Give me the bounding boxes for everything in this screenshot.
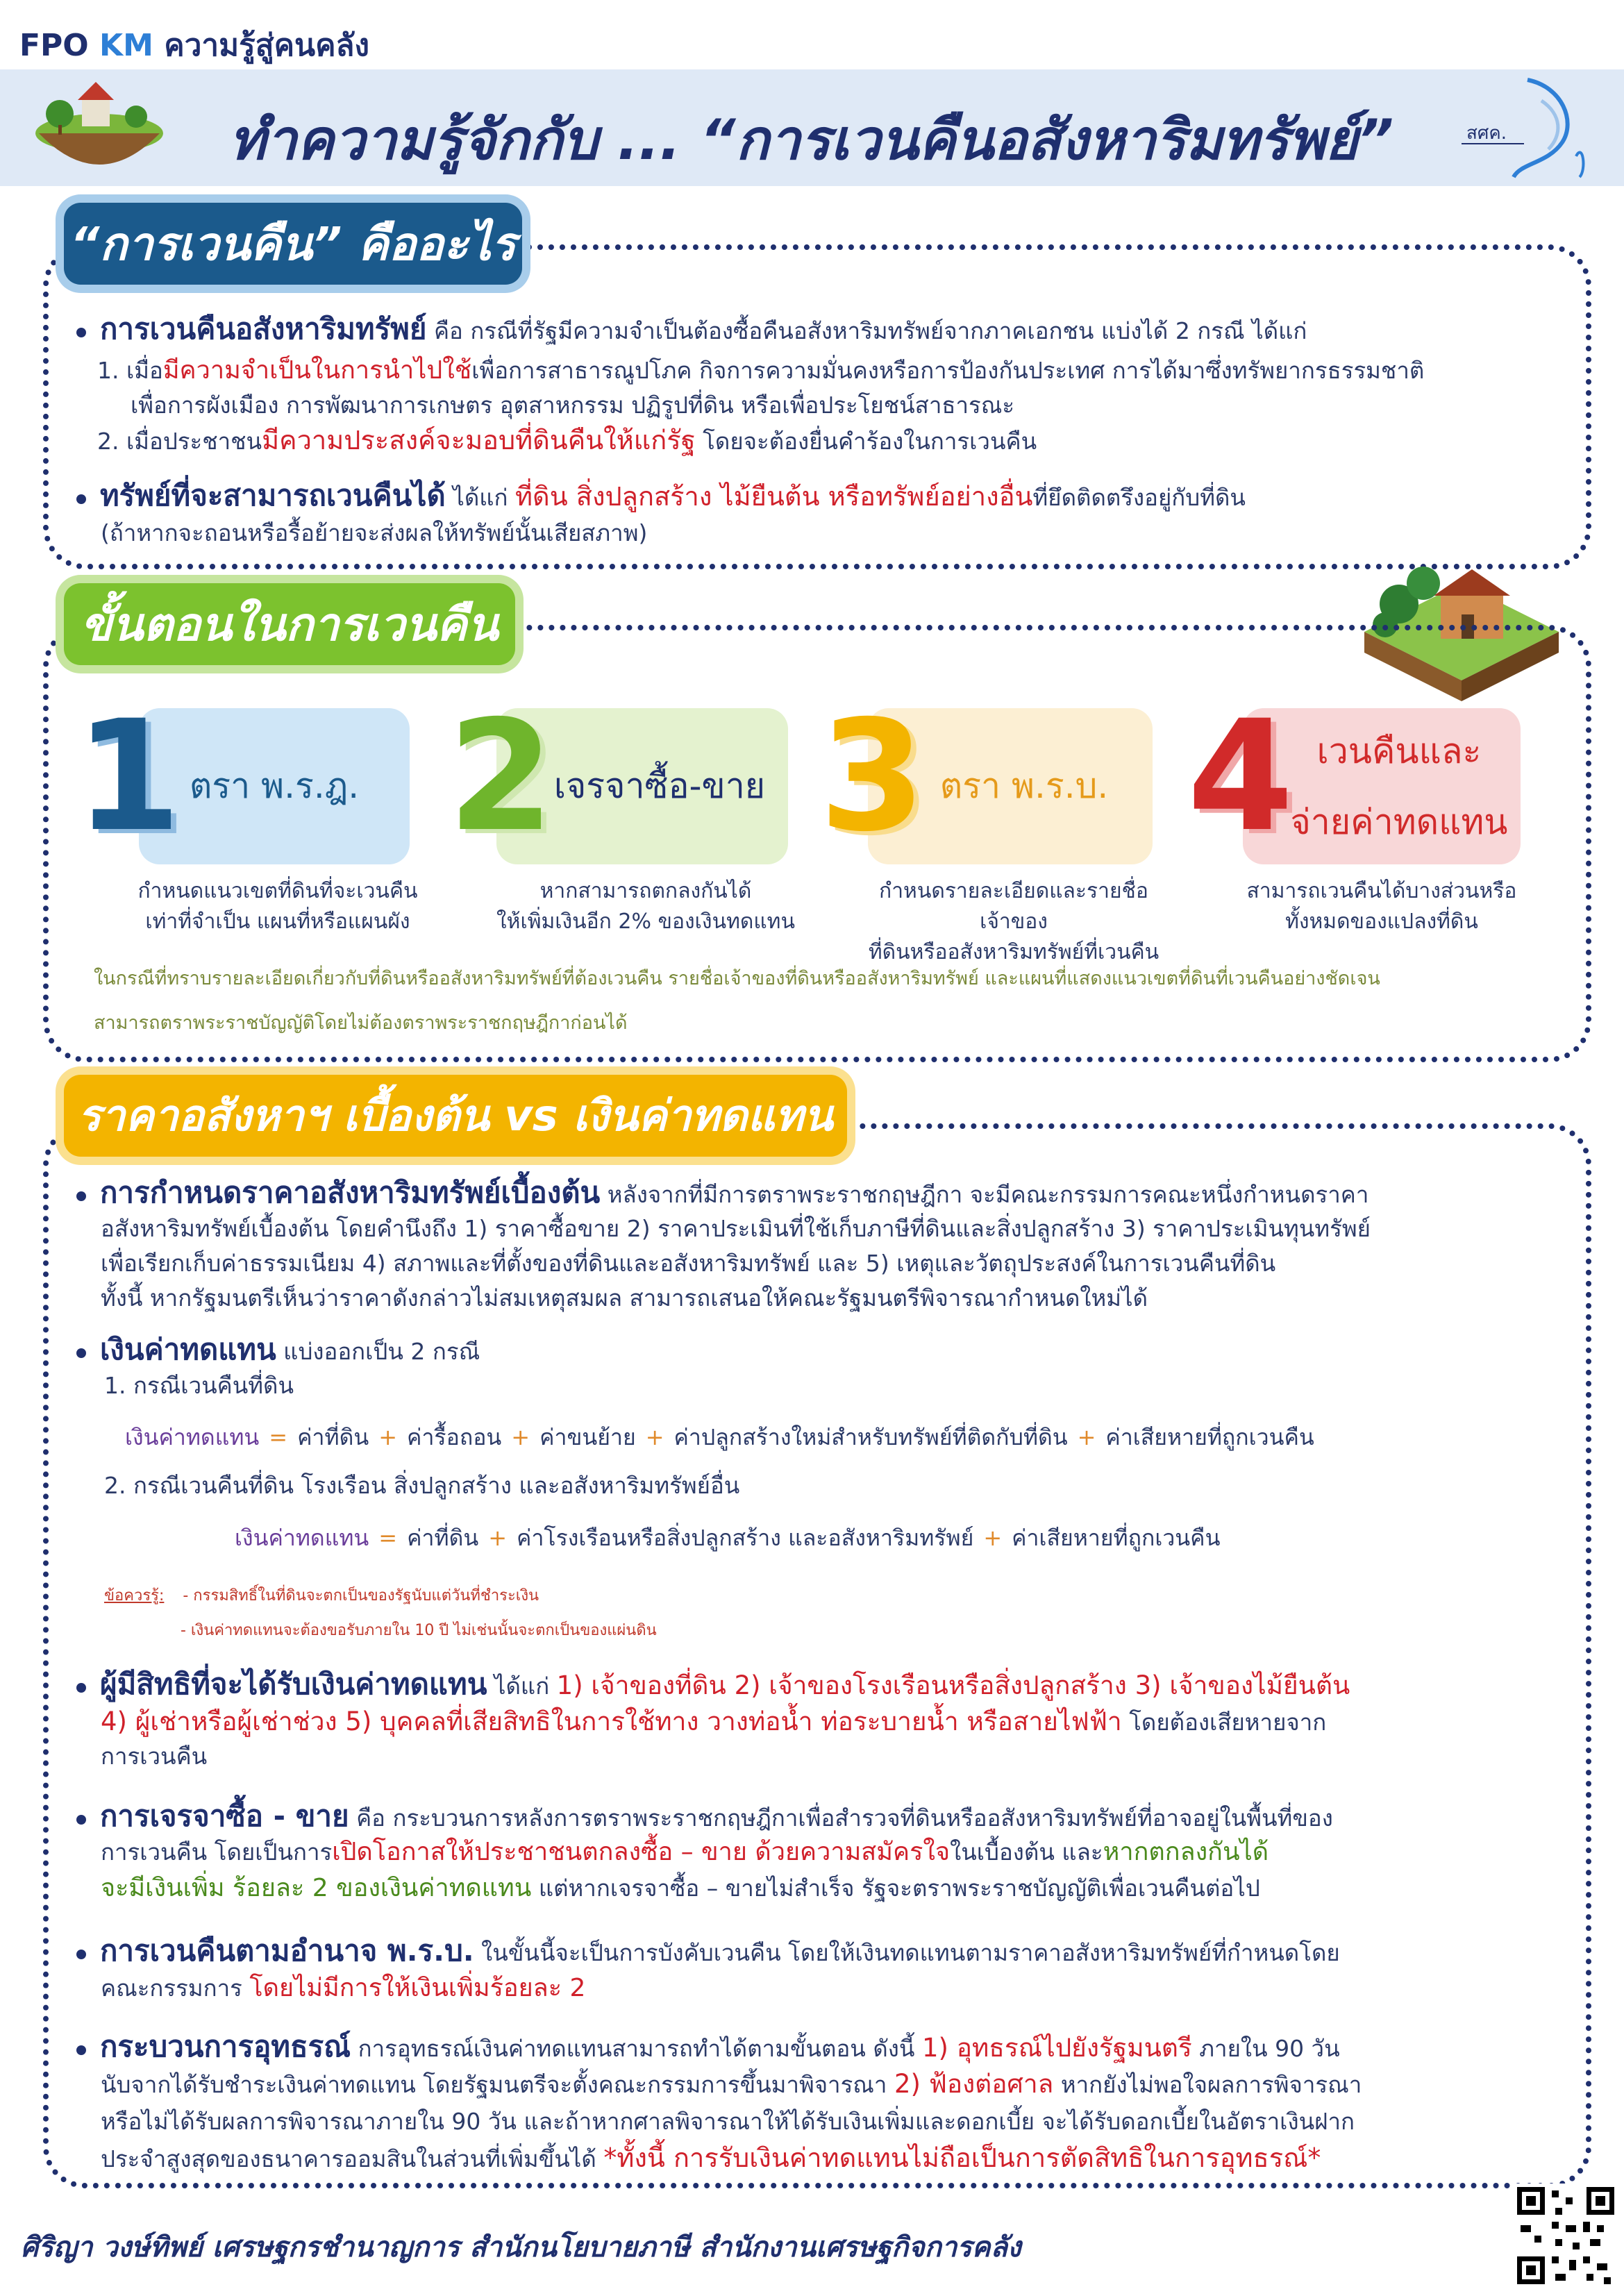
formula-case-1: เงินค่าทดแทน = ค่าที่ดิน + ค่ารื้อถอน + ค่าขนย้าย + ค่าปลูกสร้างใหม่สำหรับทรัพย์ที่ติดกับที่ดิน + ค่าเสียหายที่ถูกเวนคืน [125, 1424, 1314, 1450]
good-to-know-2: - เงินค่าทดแทนจะต้องขอรับภายใน 10 ปี ไม่เช่นนั้นจะตกเป็นของแผ่นดิน [181, 1622, 657, 1639]
bullet-negotiation: การเจรจาซื้อ - ขาย คือ กระบวนการหลังการตราพระราชกฤษฎีกาเพื่อสำรวจที่ดินหรืออสังหาริมทรัพย์ที่อาจอยู่ในพื้นที่ของ [76, 1798, 1569, 1836]
paragraph-line: จะมีเงินเพิ่ม ร้อยละ 2 ของเงินค่าทดแทน แต่หากเจรจาซื้อ – ขายไม่สำเร็จ รัฐจะตราพระราชบัญญัติเพื่อเวนคืนต่อไป [101, 1874, 1260, 1902]
bullet-dot [76, 494, 86, 504]
bullet-dot [76, 1815, 86, 1825]
paragraph-line: 4) ผู้เช่าหรือผู้เช่าช่วง 5) บุคคลที่เสียสิทธิในการใช้ทาง วางท่อน้ำ ท่อระบายน้ำ หรือสายไฟฟ้า โดยต้องเสียหายจาก [101, 1707, 1327, 1736]
formula-case-2: เงินค่าทดแทน = ค่าที่ดิน + ค่าโรงเรือนหรือสิ่งปลูกสร้าง และอสังหาริมทรัพย์ + ค่าเสียหายที่ถูกเวนคืน [235, 1525, 1221, 1551]
list-item: 2. เมื่อประชาชนมีความประสงค์จะมอบที่ดินคืนให้แก่รัฐ โดยจะต้องยื่นคำร้องในการเวนคืน [97, 425, 1037, 455]
bullet-eligible-property: ทรัพย์ที่จะสามารถเวนคืนได้ ได้แก่ ที่ดิน สิ่งปลูกสร้าง ไม้ยืนต้น หรือทรัพย์อย่างอื่นที่ยึดติดตรึงอยู่กับที่ดิน [76, 478, 1569, 516]
bullet-compensation: เงินค่าทดแทน แบ่งออกเป็น 2 กรณี [76, 1332, 1569, 1370]
qr-code-icon[interactable] [1514, 2184, 1618, 2288]
paragraph-line: การเวนคืน [101, 1743, 208, 1770]
case-2-label: 2. กรณีเวนคืนที่ดิน โรงเรือน สิ่งปลูกสร้าง และอสังหาริมทรัพย์อื่น [104, 1472, 740, 1499]
step-4-number: 4 [1187, 687, 1294, 865]
bullet-dot [76, 1348, 86, 1358]
paragraph-line: อสังหาริมทรัพย์เบื้องต้น โดยคำนึงถึง 1) ราคาซื้อขาย 2) ราคาประเมินที่ใช้เก็บภาษีที่ดินและสิ่งปลูกสร้าง 3) ราคาประเมินทุนทรัพย์ [101, 1215, 1371, 1242]
step-3-number: 3 [819, 687, 926, 865]
bullet-dot [76, 1191, 86, 1201]
list-item: 1. เมื่อมีความจำเป็นในการนำไปใช้เพื่อการสาธารณูปโภค กิจการความมั่นคงหรือการป้องกันประเทศ การได้มาซึ่งทรัพยากรธรรมชาติ [97, 356, 1425, 385]
step-1-card: ตรา พ.ร.ฎ. [139, 708, 410, 864]
step-2-number: 2 [448, 687, 555, 865]
step-4-description: สามารถเวนคืนได้บางส่วนหรือ ทั้งหมดของแปลงที่ดิน [1246, 879, 1517, 934]
section-steps-heading: ขั้นตอนในการเวนคืน [64, 583, 515, 665]
brand-fpo: FPO [19, 28, 89, 63]
bullet-dot [76, 1950, 86, 1959]
brand [19, 21, 369, 69]
bullet-forced-expropriation: การเวนคืนตามอำนาจ พ.ร.บ. ในขั้นนี้จะเป็นการบังคับเวนคืน โดยให้เงินทดแทนตามราคาอสังหาริมทรัพย์ที่กำหนดโดย [76, 1933, 1569, 1971]
step-4-card: เวนคืนและ จ่ายค่าทดแทน [1243, 708, 1521, 864]
paragraph-line: ประจำสูงสุดของธนาคารออมสินในส่วนที่เพิ่มขึ้นได้ *ทั้งนี้ การรับเงินค่าทดแทนไม่ถือเป็นการตัดสิทธิในการอุทธรณ์* [101, 2143, 1321, 2173]
page-title: ทำความรู้จักกับ ... “การเวนคืนอสังหาริมทรัพย์” [229, 108, 1394, 172]
paragraph-line: การเวนคืน โดยเป็นการเปิดโอกาสให้ประชาชนตกลงซื้อ – ขาย ด้วยความสมัครใจในเบื้องต้น และหากตกลงกันได้ [101, 1838, 1269, 1866]
bullet-note: (ถ้าหากจะถอนหรือรื้อย้ายจะส่งผลให้ทรัพย์นั้นเสียสภาพ) [101, 519, 648, 546]
step-2-description: หากสามารถตกลงกันได้ ให้เพิ่มเงินอีก 2% ของเงินทดแทน [496, 879, 795, 934]
paragraph-line: นับจากได้รับชำระเงินค่าทดแทน โดยรัฐมนตรีจะตั้งคณะกรรมการขึ้นมาพิจารณา 2) ฟ้องต่อศาล หากยังไม่พอใจผลการพิจารณา [101, 2069, 1362, 2099]
paragraph-line: เพื่อเรียกเก็บค่าธรรมเนียม 4) สภาพและที่ตั้งของที่ดินและอสังหาริมทรัพย์ และ 5) เหตุและวัตถุประสงค์ในการเวนคืนที่ดิน [101, 1250, 1276, 1277]
bullet-dot [76, 328, 86, 337]
bullet-expropriation-definition: การเวนคืนอสังหาริมทรัพย์ คือ กรณีที่รัฐมีความจำเป็นต้องซื้อคืนอสังหาริมทรัพย์จากภาคเอกชน แบ่งได้ 2 กรณี ได้แก่ [76, 311, 1569, 349]
step-1-description: กำหนดแนวเขตที่ดินที่จะเวนคืน เท่าที่จำเป็น แผนที่หรือแผนผัง [137, 879, 418, 934]
brand-km: KM [99, 28, 153, 63]
step-3-card: ตรา พ.ร.บ. [868, 708, 1153, 864]
bullet-eligible-recipients: ผู้มีสิทธิที่จะได้รับเงินค่าทดแทน ได้แก่ 1) เจ้าของที่ดิน 2) เจ้าของโรงเรือนหรือสิ่งปลูกสร้าง 3) เจ้าของไม้ยืนต้น [76, 1666, 1569, 1704]
floating-island-icon [26, 64, 172, 182]
bullet-appeal: กระบวนการอุทธรณ์ การอุทธรณ์เงินค่าทดแทนสามารถทำได้ตามขั้นตอน ดังนี้ 1) อุทธรณ์ไปยังรัฐมนตรี ภายใน 90 วัน [76, 2029, 1569, 2067]
steps-note: ในกรณีที่ทราบรายละเอียดเกี่ยวกับที่ดินหรืออสังหาริมทรัพย์ที่ต้องเวนคืน รายชื่อเจ้าของที่ดินหรืออสังหาริมทรัพย์ และแผนที่แสดงแนวเขตที่ดินที่เวนคืนอย่างชัดเจน สามารถตราพระราชบัญญัติโดยไม่ต้องตราพระราชกฤษฎีกาก่อนได้ [94, 968, 1380, 1034]
good-to-know-1: ข้อควรรู้: - กรรมสิทธิ์ในที่ดินจะตกเป็นของรัฐนับแต่วันที่ชำระเงิน [104, 1587, 539, 1604]
case-1-label: 1. กรณีเวนคืนที่ดิน [104, 1372, 294, 1399]
list-item: เพื่อการผังเมือง การพัฒนาการเกษตร อุตสาหกรรม ปฏิรูปที่ดิน หรือเพื่อประโยชน์สาธารณะ [131, 392, 1015, 419]
fpo-logo-icon [1458, 73, 1590, 184]
step-1-number: 1 [75, 687, 182, 865]
logo-text: สศค. [1466, 123, 1507, 144]
brand-tagline: ความรู้สู่คนคลัง [164, 28, 369, 63]
bullet-dot [76, 2045, 86, 2055]
paragraph-line: หรือไม่ได้รับผลการพิจารณาภายใน 90 วัน และถ้าหากศาลพิจารณาให้ได้รับเงินเพิ่มและดอกเบี้ย จะได้รับดอกเบี้ยในอัตราเงินฝาก [101, 2108, 1355, 2135]
footer-author: ศิริญา วงษ์ทิพย์ เศรษฐกรชำนาญการ สำนักนโยบายภาษี สำนักงานเศรษฐกิจการคลัง [21, 2231, 1021, 2263]
step-3-description: กำหนดรายละเอียดและรายชื่อเจ้าของ ที่ดินหรืออสังหาริมทรัพย์ที่เวนคืน [868, 879, 1160, 964]
paragraph-line: คณะกรรมการ โดยไม่มีการให้เงินเพิ่มร้อยละ 2 [101, 1974, 586, 2002]
bullet-dot [76, 1683, 86, 1693]
step-2-card: เจรจาซื้อ-ขาย [496, 708, 788, 864]
section-price-heading: ราคาอสังหาฯ เบื้องต้น vs เงินค่าทดแทน [64, 1075, 847, 1157]
paragraph-line: ทั้งนี้ หากรัฐมนตรีเห็นว่าราคาดังกล่าวไม่สมเหตุสมผล สามารถเสนอให้คณะรัฐมนตรีพิจารณากำหนดใหม่ได้ [101, 1284, 1148, 1312]
section-what-is-heading: “การเวนคืน” คืออะไร [64, 203, 522, 285]
bullet-initial-price: การกำหนดราคาอสังหาริมทรัพย์เบื้องต้น หลังจากที่มีการตราพระราชกฤษฎีกา จะมีคณะกรรมการคณะหนึ่งกำหนดราคา [76, 1175, 1569, 1213]
